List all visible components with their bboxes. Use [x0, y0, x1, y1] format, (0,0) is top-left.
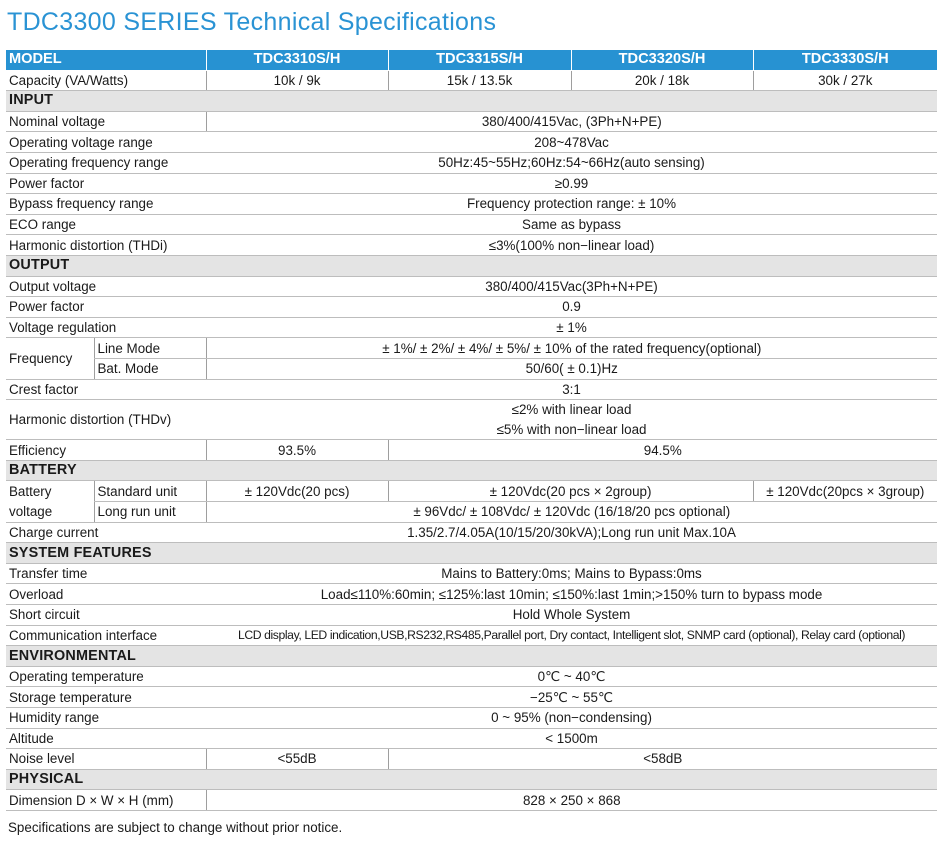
section-header [6, 646, 937, 667]
section-battery-title: BATTERY [6, 460, 937, 481]
row-label: Transfer time [6, 563, 206, 584]
table-row [6, 317, 937, 338]
capacity-value: 15k / 13.5k [388, 70, 571, 91]
row-label: Power factor [6, 173, 206, 194]
line-mode-value: ± 1%/ ± 2%/ ± 4%/ ± 5%/ ± 10% of the rated frequency(optional) [206, 338, 937, 359]
table-row [6, 666, 937, 687]
row-label: Power factor [6, 297, 206, 318]
battery-voltage-label-2: voltage [6, 502, 94, 523]
table-row [6, 152, 937, 173]
capacity-value: 10k / 9k [206, 70, 388, 91]
standard-unit-label: Standard unit [94, 481, 206, 502]
noise-rest: <58dB [388, 749, 937, 770]
row-value: 0℃ ~ 40℃ [206, 666, 937, 687]
table-row [6, 173, 937, 194]
long-run-value: ± 96Vdc/ ± 108Vdc/ ± 120Vdc (16/18/20 pcs optional) [206, 502, 937, 523]
row-label: Overload [6, 584, 206, 605]
standard-10k: ± 120Vdc(20 pcs) [206, 481, 388, 502]
table-row [6, 379, 937, 400]
row-value: 380/400/415Vac, (3Ph+N+PE) [206, 111, 937, 132]
table-row [6, 276, 937, 297]
model-tdc3330: TDC3330S/H [753, 50, 937, 70]
table-row [6, 790, 937, 811]
table-row [6, 297, 937, 318]
spec-table [6, 50, 937, 811]
efficiency-10k: 93.5% [206, 440, 388, 461]
long-run-label: Long run unit [94, 502, 206, 523]
row-label: Noise level [6, 749, 206, 770]
row-label: Harmonic distortion (THDi) [6, 235, 206, 256]
row-label: Communication interface [6, 625, 206, 646]
table-row [6, 400, 937, 420]
table-row [6, 338, 937, 359]
row-value: ≥0.99 [206, 173, 937, 194]
table-row [6, 440, 937, 461]
row-label: Dimension D × W × H (mm) [6, 790, 206, 811]
row-label: Operating temperature [6, 666, 206, 687]
table-row [6, 605, 937, 626]
row-value: ≤3%(100% non−linear load) [206, 235, 937, 256]
row-value: Frequency protection range: ± 10% [206, 194, 937, 215]
row-value: 208~478Vac [206, 132, 937, 153]
row-value: Same as bypass [206, 214, 937, 235]
section-physical-title: PHYSICAL [6, 769, 937, 790]
model-tdc3320: TDC3320S/H [571, 50, 753, 70]
row-value: Hold Whole System [206, 605, 937, 626]
row-value: 1.35/2.7/4.05A(10/15/20/30kVA);Long run unit Max.10A [206, 522, 937, 543]
model-tdc3315: TDC3315S/H [388, 50, 571, 70]
noise-10k: <55dB [206, 749, 388, 770]
footnote: Specifications are subject to change without prior notice. [8, 820, 343, 835]
table-row [6, 502, 937, 523]
bat-mode-value: 50/60( ± 0.1)Hz [206, 358, 937, 379]
efficiency-rest: 94.5% [388, 440, 937, 461]
row-label: Short circuit [6, 605, 206, 626]
row-value: 0 ~ 95% (non−condensing) [206, 708, 937, 729]
row-value: ± 1% [206, 317, 937, 338]
table-row [6, 111, 937, 132]
section-header [6, 255, 937, 276]
table-row [6, 194, 937, 215]
thdv-nonlinear-value: ≤5% with non−linear load [206, 420, 937, 440]
row-label: Bypass frequency range [6, 194, 206, 215]
row-label: Operating voltage range [6, 132, 206, 153]
battery-voltage-label-1: Battery [9, 484, 52, 500]
capacity-value: 30k / 27k [753, 70, 937, 91]
table-row [6, 214, 937, 235]
section-input-title: INPUT [6, 91, 937, 112]
row-label: ECO range [6, 214, 206, 235]
row-label: Efficiency [6, 440, 206, 461]
page-title: TDC3300 SERIES Technical Specifications [7, 8, 497, 36]
thdv-linear-value: ≤2% with linear load [511, 402, 632, 418]
row-value: 380/400/415Vac(3Ph+N+PE) [206, 276, 937, 297]
table-row [6, 625, 937, 646]
row-value: Load≤110%:60min; ≤125%:last 10min; ≤150%:last 1min;>150% turn to bypass mode [206, 584, 937, 605]
table-row [6, 481, 937, 502]
section-header [6, 91, 937, 112]
row-label: Altitude [6, 728, 206, 749]
section-environmental-title: ENVIRONMENTAL [6, 646, 937, 667]
table-row [6, 728, 937, 749]
row-label: Crest factor [6, 379, 206, 400]
row-value: < 1500m [206, 728, 937, 749]
section-output-title: OUTPUT [6, 255, 937, 276]
table-row [6, 70, 937, 91]
row-label: Charge current [6, 522, 206, 543]
row-value: Mains to Battery:0ms; Mains to Bypass:0ms [206, 563, 937, 584]
section-system-title: SYSTEM FEATURES [6, 543, 937, 564]
thdv-label: Harmonic distortion (THDv) [6, 400, 206, 440]
capacity-label: Capacity (VA/Watts) [6, 70, 206, 91]
row-label: Voltage regulation [6, 317, 206, 338]
table-row [6, 522, 937, 543]
section-header [6, 769, 937, 790]
frequency-label: Frequency [6, 338, 94, 379]
row-label: Operating frequency range [6, 152, 206, 173]
header-row [6, 50, 937, 70]
row-label: Storage temperature [6, 687, 206, 708]
standard-mid: ± 120Vdc(20 pcs × 2group) [388, 481, 753, 502]
bat-mode-label: Bat. Mode [94, 358, 206, 379]
standard-30k: ± 120Vdc(20pcs × 3group) [753, 481, 937, 502]
section-header [6, 543, 937, 564]
row-label: Nominal voltage [6, 111, 206, 132]
table-row [6, 235, 937, 256]
table-row [6, 584, 937, 605]
table-row [6, 132, 937, 153]
table-row [6, 563, 937, 584]
row-value: 50Hz:45~55Hz;60Hz:54~66Hz(auto sensing) [206, 152, 937, 173]
row-value: 3:1 [206, 379, 937, 400]
model-tdc3310: TDC3310S/H [206, 50, 388, 70]
row-label: Output voltage [6, 276, 206, 297]
table-row [6, 749, 937, 770]
row-label: Humidity range [6, 708, 206, 729]
row-value: LCD display, LED indication,USB,RS232,RS485,Parallel port, Dry contact, Intelligent slot, SNMP card (optional), Relay card (optional) [206, 625, 937, 646]
section-header [6, 460, 937, 481]
capacity-value: 20k / 18k [571, 70, 753, 91]
row-value: 828 × 250 × 868 [206, 790, 937, 811]
model-label: MODEL [6, 50, 206, 70]
row-value: −25℃ ~ 55℃ [206, 687, 937, 708]
table-row [6, 358, 937, 379]
line-mode-label: Line Mode [94, 338, 206, 359]
row-value: 0.9 [206, 297, 937, 318]
table-row [6, 708, 937, 729]
table-row [6, 687, 937, 708]
